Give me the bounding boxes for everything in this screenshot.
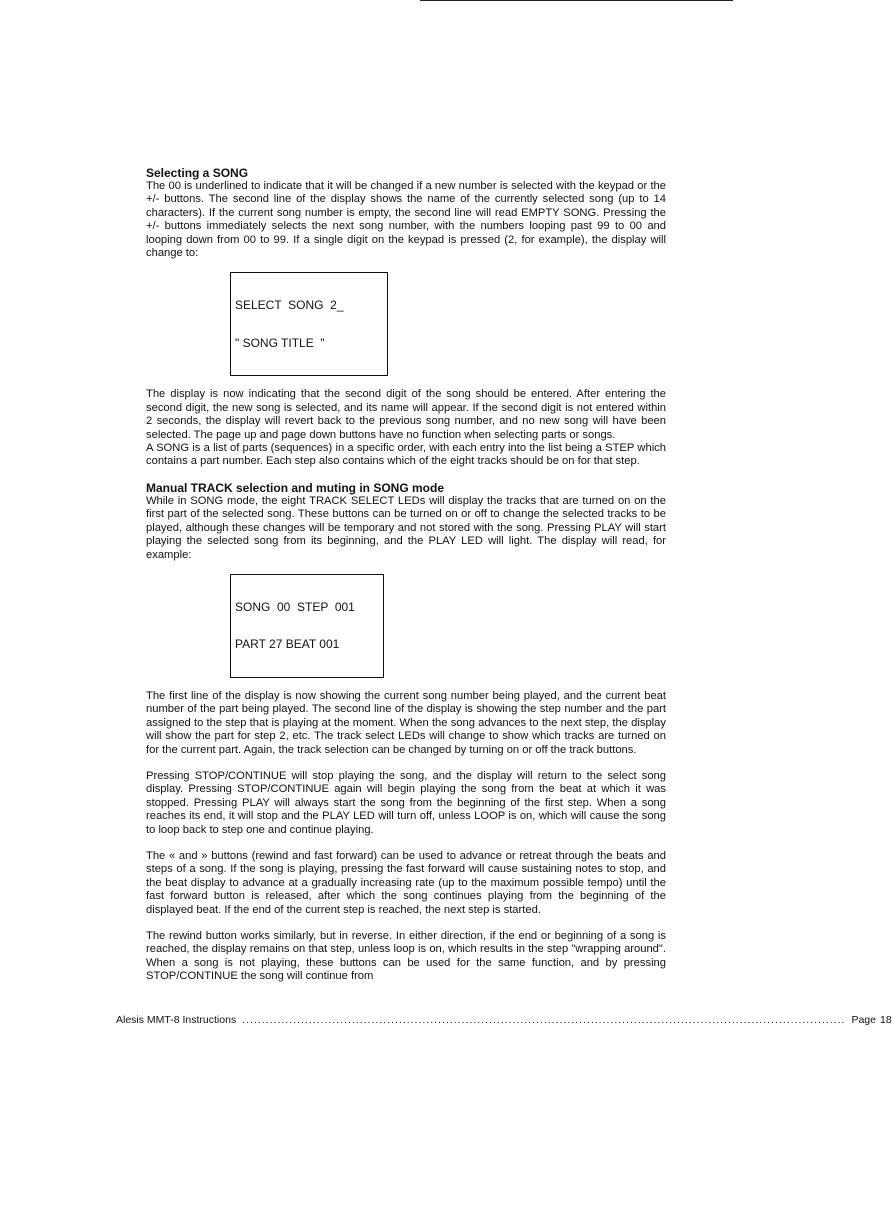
footer-page-label: Page	[851, 1014, 876, 1026]
heading-manual-track-selection: Manual TRACK selection and muting in SONG mode	[146, 480, 445, 495]
footer-page-number: 18	[880, 1014, 892, 1026]
heading-selecting-song: Selecting a SONG	[146, 166, 249, 180]
lcd-display-song-playing	[230, 574, 384, 678]
paragraph: The first line of the display is now showing the current song number being played, and the current beat number of the part being played. The second line of the display is showing the step number and the part assigned to the step that is playing at the moment. When the song advances to the next step, the display will show the part for step 2, etc. The track select LEDs will change to show which tracks are turned on for the current part. Again, the track selection can be changed by turning on or off the track buttons.	[146, 689, 666, 756]
paragraph: The « and » buttons (rewind and fast forward) can be used to advance or retreat through the beats and steps of a song. If the song is playing, pressing the fast forward will cause sustaining notes to stop, and the beat display to advance at a gradually increasing rate (up to the maximum possible tempo) until the fast forward button is released, after which the song continues playing from the beginning of the displayed beat. If the end of the current step is reached, the next step is started.	[146, 849, 666, 916]
lcd-line-1: SELECT SONG 2_	[235, 298, 344, 313]
footer-title: Alesis MMT-8 Instructions	[116, 1014, 237, 1026]
paragraph: Pressing STOP/CONTINUE will stop playing the song, and the display will return to the select song display. Pressing STOP/CONTINUE again will begin playing the song from the beat at which it was stopped. Pressing PLAY will always start the song from the beginning of the first step. When a song reaches its end, it will stop and the PLAY LED will turn off, unless LOOP is on, which will cause the song to loop back to step one and continue playing.	[146, 769, 666, 836]
paragraph: A SONG is a list of parts (sequences) in a specific order, with each entry into the list being a STEP which contains a part number. Each step also contains which of the eight tracks should be on for that step.	[146, 442, 666, 468]
top-rule	[420, 0, 733, 1]
paragraph: The rewind button works similarly, but in reverse. In either direction, if the end or beginning of a song is reached, the display remains on that step, unless loop is on, which results in the step "wrapping around". When a song is not playing, these buttons can be used for the same function, and by pressing STOP/CONTINUE the song will continue from	[146, 930, 666, 983]
paragraph: While in SONG mode, the eight TRACK SELECT LEDs will display the tracks that are turned on on the first part of the selected song. These buttons can be turned on or off to change the selected tracks to be played, although these changes will be temporary and not stored with the song. Pressing PLAY will start playing the selected song from its beginning, and the PLAY LED will light. The display will read, for example:	[146, 494, 666, 561]
page-body	[146, 166, 666, 984]
footer-leader-dots: ..........................................................................................................................................................	[242, 1014, 846, 1026]
lcd-line-2: " SONG TITLE "	[235, 335, 325, 350]
page-footer	[116, 1014, 892, 1026]
lcd-line-1: SONG 00 STEP 001	[235, 599, 355, 614]
paragraph: The 00 is underlined to indicate that it will be changed if a new number is selected with the keypad or the +/- buttons. The second line of the display shows the name of the currently selected song (up to 14 characters). If the current song number is empty, the second line will read EMPTY SONG. Pressing the +/- buttons immediately selects the next song number, with the numbers looping past 99 to 00 and looping down from 00 to 99. If a single digit on the keypad is pressed (2, for example), the display will change to:	[146, 180, 666, 260]
lcd-line-2: PART 27 BEAT 001	[235, 637, 340, 652]
paragraph: The display is now indicating that the second digit of the song should be entered. After entering the second digit, the new song is selected, and its name will appear. If the second digit is not entered within 2 seconds, the display will revert back to the previous song number, and no new song will have been selected. The page up and page down buttons have no function when selecting parts or songs.	[146, 388, 666, 441]
lcd-display-select-song	[230, 272, 388, 376]
